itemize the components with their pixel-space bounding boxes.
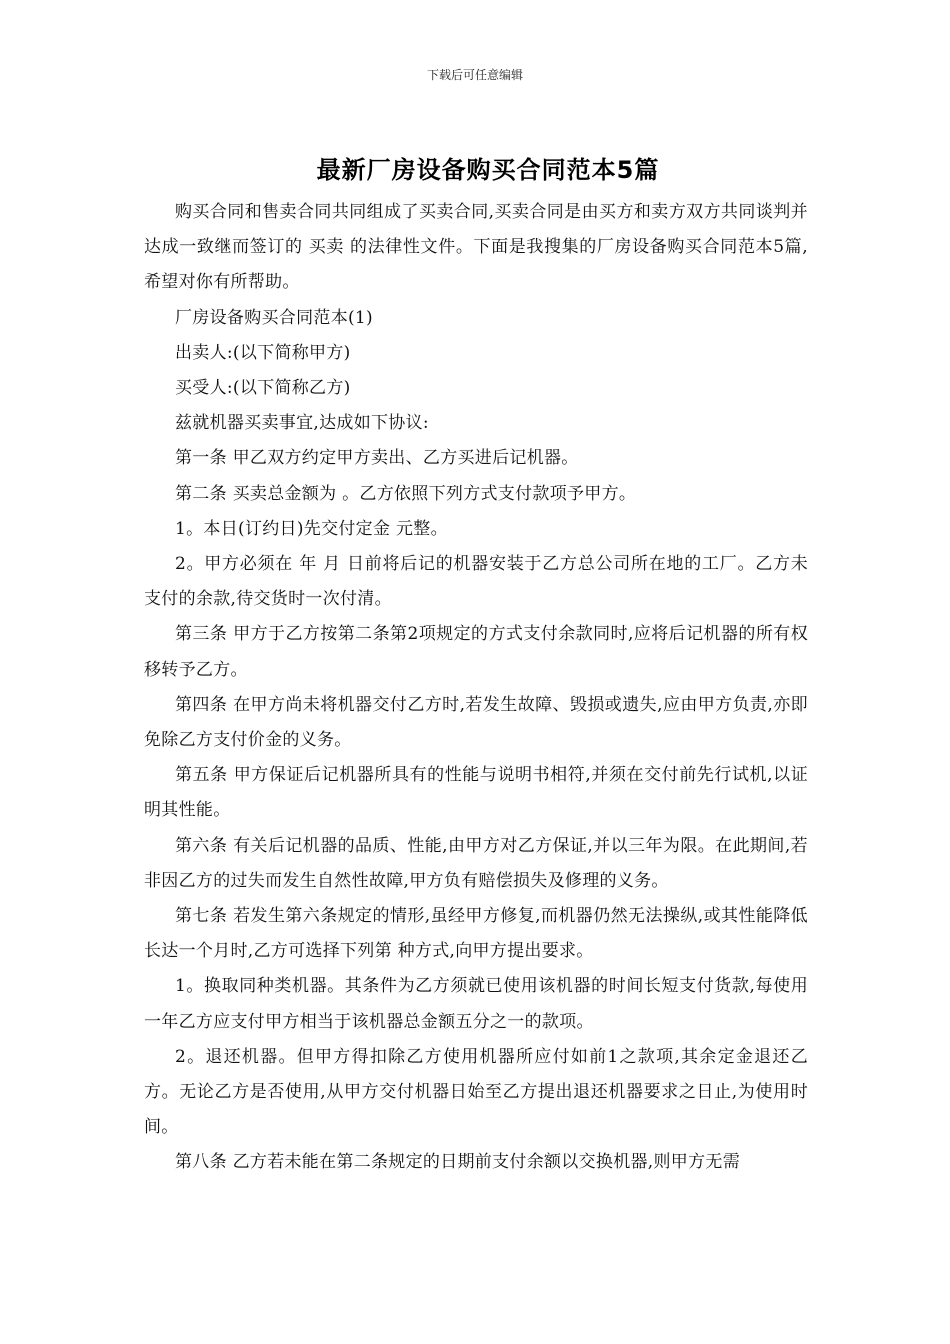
buyer-line: 买受人:(以下简称乙方) [175, 378, 351, 399]
header-note: 下载后可任意编辑 [426, 68, 523, 82]
article-6: 第六条 有关后记机器的品质、性能,由甲方对乙方保证,并以三年为限。在此期间,若非因乙方的过失而发生自然性故障,甲方负有赔偿损失及修理的义务。 [144, 835, 808, 891]
article-5: 第五条 甲方保证后记机器所具有的性能与说明书相符,并须在交付前先行试机,以证明其性能。 [144, 765, 808, 821]
article-3: 第三条 甲方于乙方按第二条第2项规定的方式支付余款同时,应将后记机器的所有权移转予乙方。 [144, 624, 808, 680]
article-7-item-1: 1。换取同种类机器。其条件为乙方须就已使用该机器的时间长短支付货款,每使用一年乙方应支付甲方相当于该机器总金额五分之一的款项。 [144, 976, 808, 1032]
contract-heading: 厂房设备购买合同范本(1) [175, 307, 373, 328]
article-7: 第七条 若发生第六条规定的情形,虽经甲方修复,而机器仍然无法操纵,或其性能降低长达一个月时,乙方可选择下列第 种方式,向甲方提出要求。 [144, 906, 808, 962]
agreement-intro: 兹就机器买卖事宜,达成如下协议: [175, 413, 429, 434]
seller-line: 出卖人:(以下简称甲方) [175, 342, 351, 363]
article-7-item-2: 2。退还机器。但甲方得扣除乙方使用机器所应付如前1之款项,其余定金退还乙方。无论乙方是否使用,从甲方交付机器日始至乙方提出退还机器要求之日止,为使用时间。 [144, 1046, 808, 1138]
article-8: 第八条 乙方若未能在第二条规定的日期前支付余额以交换机器,则甲方无需 [175, 1152, 741, 1173]
article-2: 第二条 买卖总金额为 。乙方依照下列方式支付款项予甲方。 [175, 483, 637, 504]
article-1: 第一条 甲乙双方约定甲方卖出、乙方买进后记机器。 [175, 448, 579, 469]
intro-paragraph: 购买合同和售卖合同共同组成了买卖合同,买卖合同是由买方和卖方双方共同谈判并达成一致继而签订的 买卖 的法律性文件。下面是我搜集的厂房设备购买合同范本5篇,希望对你有所帮助。 [144, 202, 808, 293]
document-title: 最新厂房设备购买合同范本5篇 [316, 156, 660, 184]
article-2-item-1: 1。本日(订约日)先交付定金 元整。 [175, 518, 448, 539]
article-2-item-2: 2。甲方必须在 年 月 日前将后记的机器安装于乙方总公司所在地的工厂。乙方未支付的余款,待交货时一次付清。 [144, 554, 808, 610]
article-4: 第四条 在甲方尚未将机器交付乙方时,若发生故障、毁损或遗失,应由甲方负责,亦即免除乙方支付价金的义务。 [144, 694, 808, 751]
document-body [144, 195, 808, 1181]
